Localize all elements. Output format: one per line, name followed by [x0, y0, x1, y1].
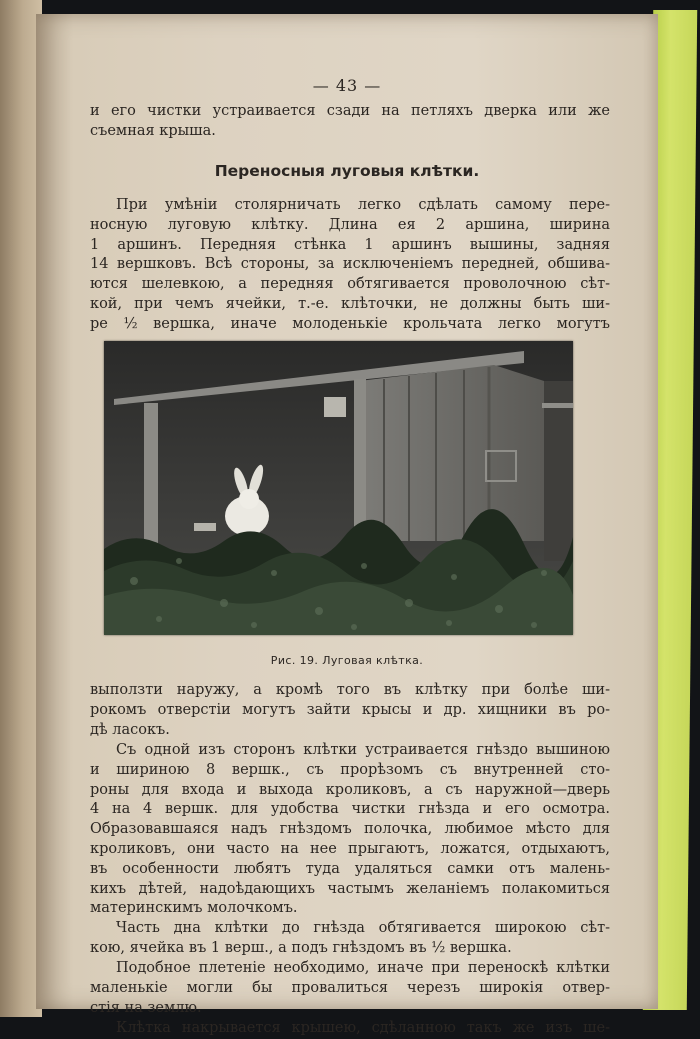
text-line: ются шелевкою, а передняя обтягивается проволочною сѣт- — [90, 276, 610, 293]
text-line: Клѣтка накрывается крышею, сдѣланною такъ же изъ ше- — [116, 1020, 610, 1036]
text-line: Подобное плетеніе необходимо, иначе при переноскѣ клѣтки — [116, 960, 610, 976]
text-line: съемная крыша. — [90, 122, 216, 139]
text-line: При умѣніи столярничать легко сдѣлать самому пере- — [116, 197, 610, 213]
text-line: въ особенности любятъ туда удаляться самки отъ малень- — [90, 860, 610, 877]
text-line: материнскимъ молочкомъ. — [90, 900, 298, 917]
paragraph-4 — [90, 919, 610, 959]
text-line: и его чистки устраивается сзади на петляхъ дверка или же — [90, 103, 610, 119]
text-line: Часть дна клѣтки до гнѣзда обтягивается широкою сѣт- — [116, 920, 610, 936]
figure-caption: Рис. 19. Луговая клѣтка. — [270, 654, 424, 667]
hutch-illustration — [104, 341, 573, 635]
paragraph-3 — [90, 741, 610, 919]
text-line: 4 на 4 вершк. для удобства чистки гнѣзда и его осмотра. — [90, 801, 610, 818]
text-line: кроликовъ, они часто на нее прыгаютъ, ложатся, отдыхаютъ, — [90, 840, 610, 857]
intro-text — [90, 102, 610, 142]
paragraph-6 — [90, 1019, 610, 1039]
text-line: Образовавшаяся надъ гнѣздомъ полочка, любимое мѣсто для — [90, 821, 610, 838]
text-line: ре ½ вершка, иначе молоденькіе крольчата легко могутъ — [90, 315, 610, 332]
text-line: 1 аршинъ. Передняя стѣнка 1 аршинъ вышины, задняя — [90, 236, 610, 253]
text-line: Съ одной изъ сторонъ клѣтки устраивается гнѣздо вышиною — [116, 742, 610, 758]
text-line: роны для входа и выхода кроликовъ, а съ наружной—дверь — [90, 781, 610, 798]
text-line: кихъ дѣтей, надоѣдающихъ частымъ желаніемъ полакомиться — [90, 880, 610, 897]
text-line: маленькіе могли бы провалиться черезъ широкія отвер- — [90, 979, 610, 996]
text-line: стія на землю. — [90, 999, 202, 1016]
text-line: выползти наружу, а кромѣ того въ клѣтку при болѣе ши- — [90, 682, 610, 698]
page-number: — 43 — — [312, 76, 382, 95]
section-heading: Переносныя луговыя клѣтки. — [214, 162, 480, 180]
text-line: кой, при чемъ ячейки, т.-е. клѣточки, не должны быть ши- — [90, 295, 610, 312]
text-line: носную луговую клѣтку. Длина ея 2 аршина, ширина — [90, 216, 610, 233]
text-line: кою, ячейка въ 1 верш., а подъ гнѣздомъ въ ½ вершка. — [90, 939, 512, 956]
paragraph-5 — [90, 959, 610, 1018]
text-line: дѣ ласокъ. — [90, 721, 170, 738]
book-page — [36, 14, 658, 1036]
paragraph-1 — [90, 196, 610, 335]
text-line: и шириною 8 вершк., съ прорѣзомъ съ внутренней сто- — [90, 761, 610, 778]
text-line: 14 вершковъ. Всѣ стороны, за исключеніемъ передней, обшива- — [90, 256, 610, 273]
paragraph-2 — [90, 681, 610, 740]
text-line: рокомъ отверстіи могутъ зайти крысы и др. хищники въ ро- — [90, 701, 610, 718]
rabbit-hutch-photo — [104, 341, 573, 635]
